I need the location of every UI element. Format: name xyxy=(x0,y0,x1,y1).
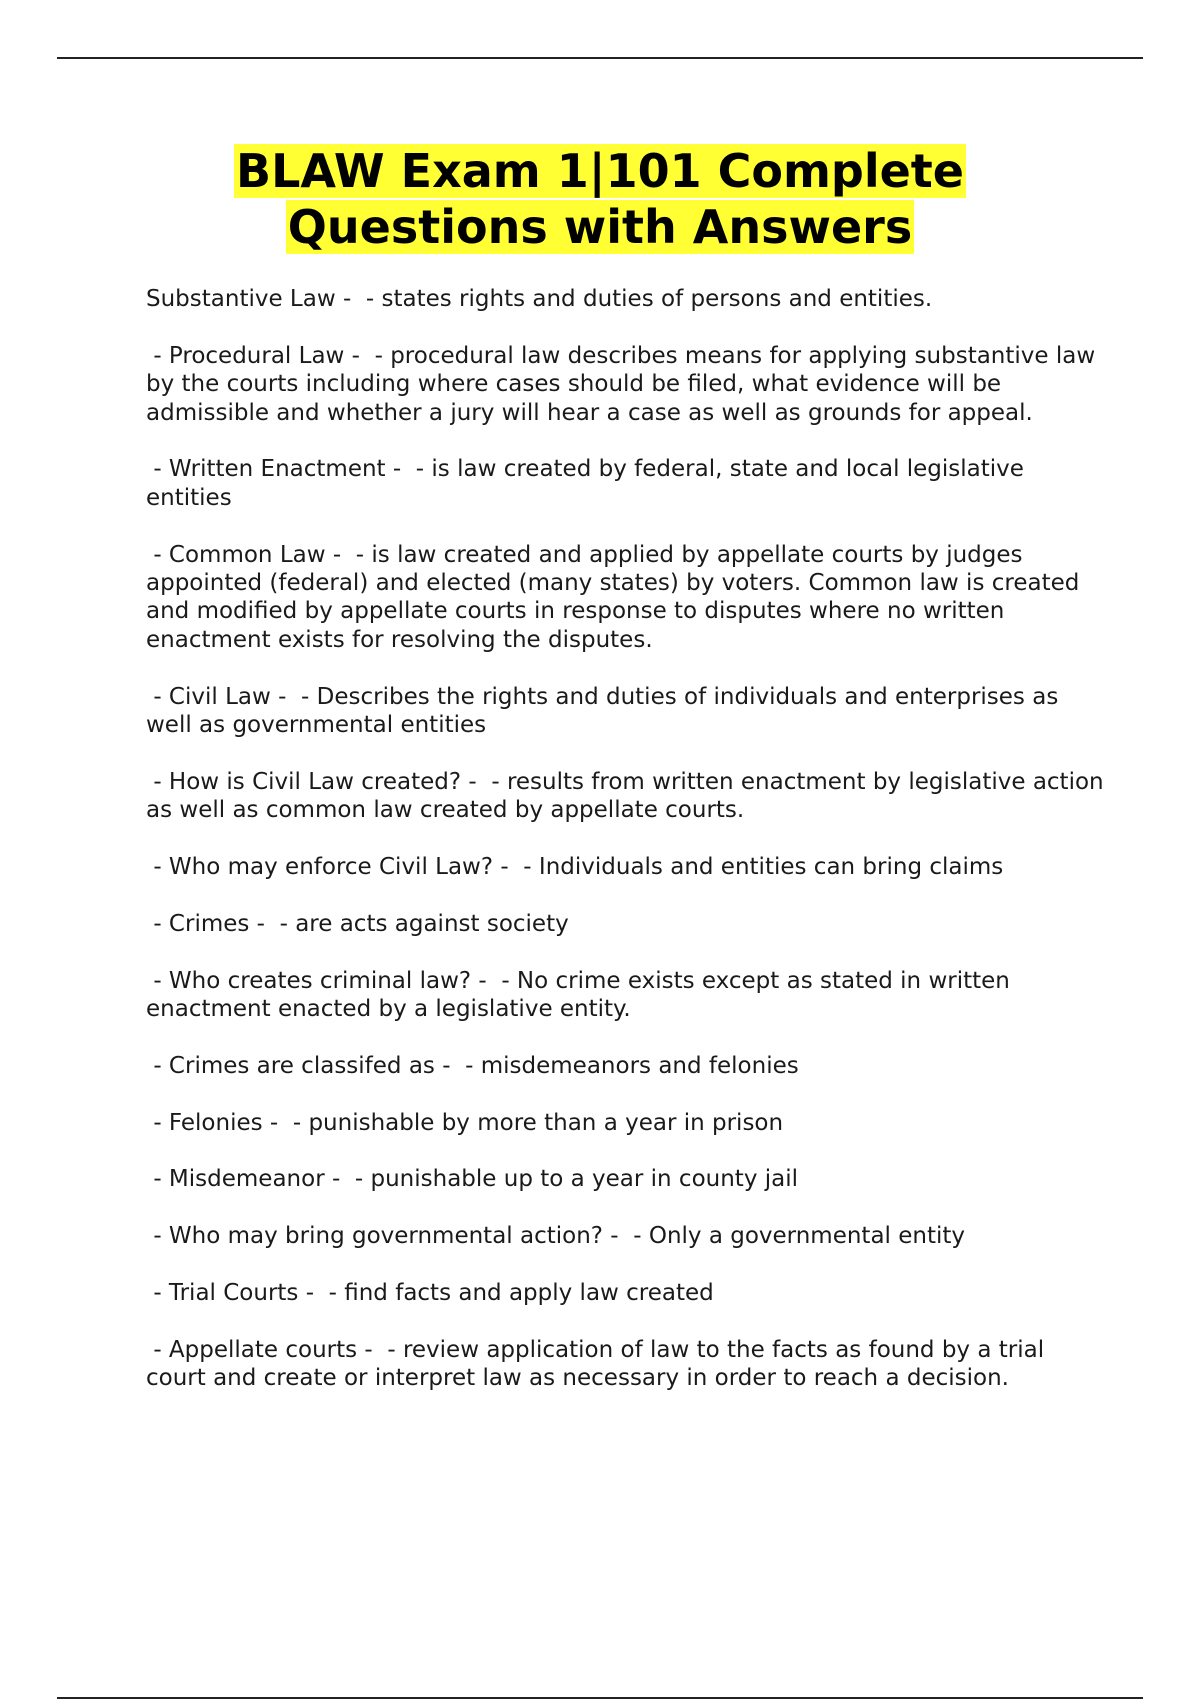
qa-entry-appellate-courts: - Appellate courts - - review application of law to the facts as found by a trial court and create or interpret law as necessary in order to reach a decision. xyxy=(146,1336,1052,1392)
qa-entry-procedural-law: - Procedural Law - - procedural law describes means for applying substantive law by the courts including where cases should be filed, what evidence will be admissible and whether a jury will hear a case as well as grounds for appeal. xyxy=(146,342,1103,426)
qa-entry-crimes: - Crimes - - are acts against society xyxy=(146,910,569,937)
title-line-2: Questions with Answers xyxy=(287,200,913,254)
qa-list xyxy=(146,285,1111,1421)
qa-entry-substantive-law: Substantive Law - - states rights and duties of persons and entities. xyxy=(146,286,933,312)
qa-entry-criminal-law-creator: - Who creates criminal law? - - No crime exists except as stated in written enactment enacted by a legislative entity. xyxy=(146,967,1018,1023)
qa-entry-civil-law: - Civil Law - - Describes the rights and duties of individuals and enterprises as well as governmental entities xyxy=(146,683,1066,739)
bottom-rule xyxy=(57,1697,1143,1699)
qa-entry-misdemeanor: - Misdemeanor - - punishable up to a year in county jail xyxy=(146,1166,799,1193)
qa-entry-governmental-action: - Who may bring governmental action? - - Only a governmental entity xyxy=(146,1223,966,1250)
qa-entry-felonies: - Felonies - - punishable by more than a year in prison xyxy=(146,1109,784,1136)
document-title xyxy=(100,143,1100,255)
qa-entry-common-law: - Common Law - - is law created and applied by appellate courts by judges appointed (federal) and elected (many states) by voters. Common law is created and modified by appellate courts in response to disputes where no written enactment exists for resolving the disputes. xyxy=(146,541,1087,653)
qa-entry-civil-law-created: - How is Civil Law created? - - results from written enactment by legislative action as well as common law created by appellate courts. xyxy=(146,768,1111,824)
title-line-1: BLAW Exam 1|101 Complete xyxy=(236,144,964,198)
qa-entry-trial-courts: - Trial Courts - - find facts and apply law created xyxy=(146,1280,714,1307)
top-rule xyxy=(57,57,1143,59)
qa-entry-crime-classes: - Crimes are classifed as - - misdemeanors and felonies xyxy=(146,1052,799,1079)
qa-entry-civil-law-enforce: - Who may enforce Civil Law? - - Individuals and entities can bring claims xyxy=(146,854,1004,881)
qa-entry-written-enactment: - Written Enactment - - is law created by federal, state and local legislative entities xyxy=(146,456,1032,511)
